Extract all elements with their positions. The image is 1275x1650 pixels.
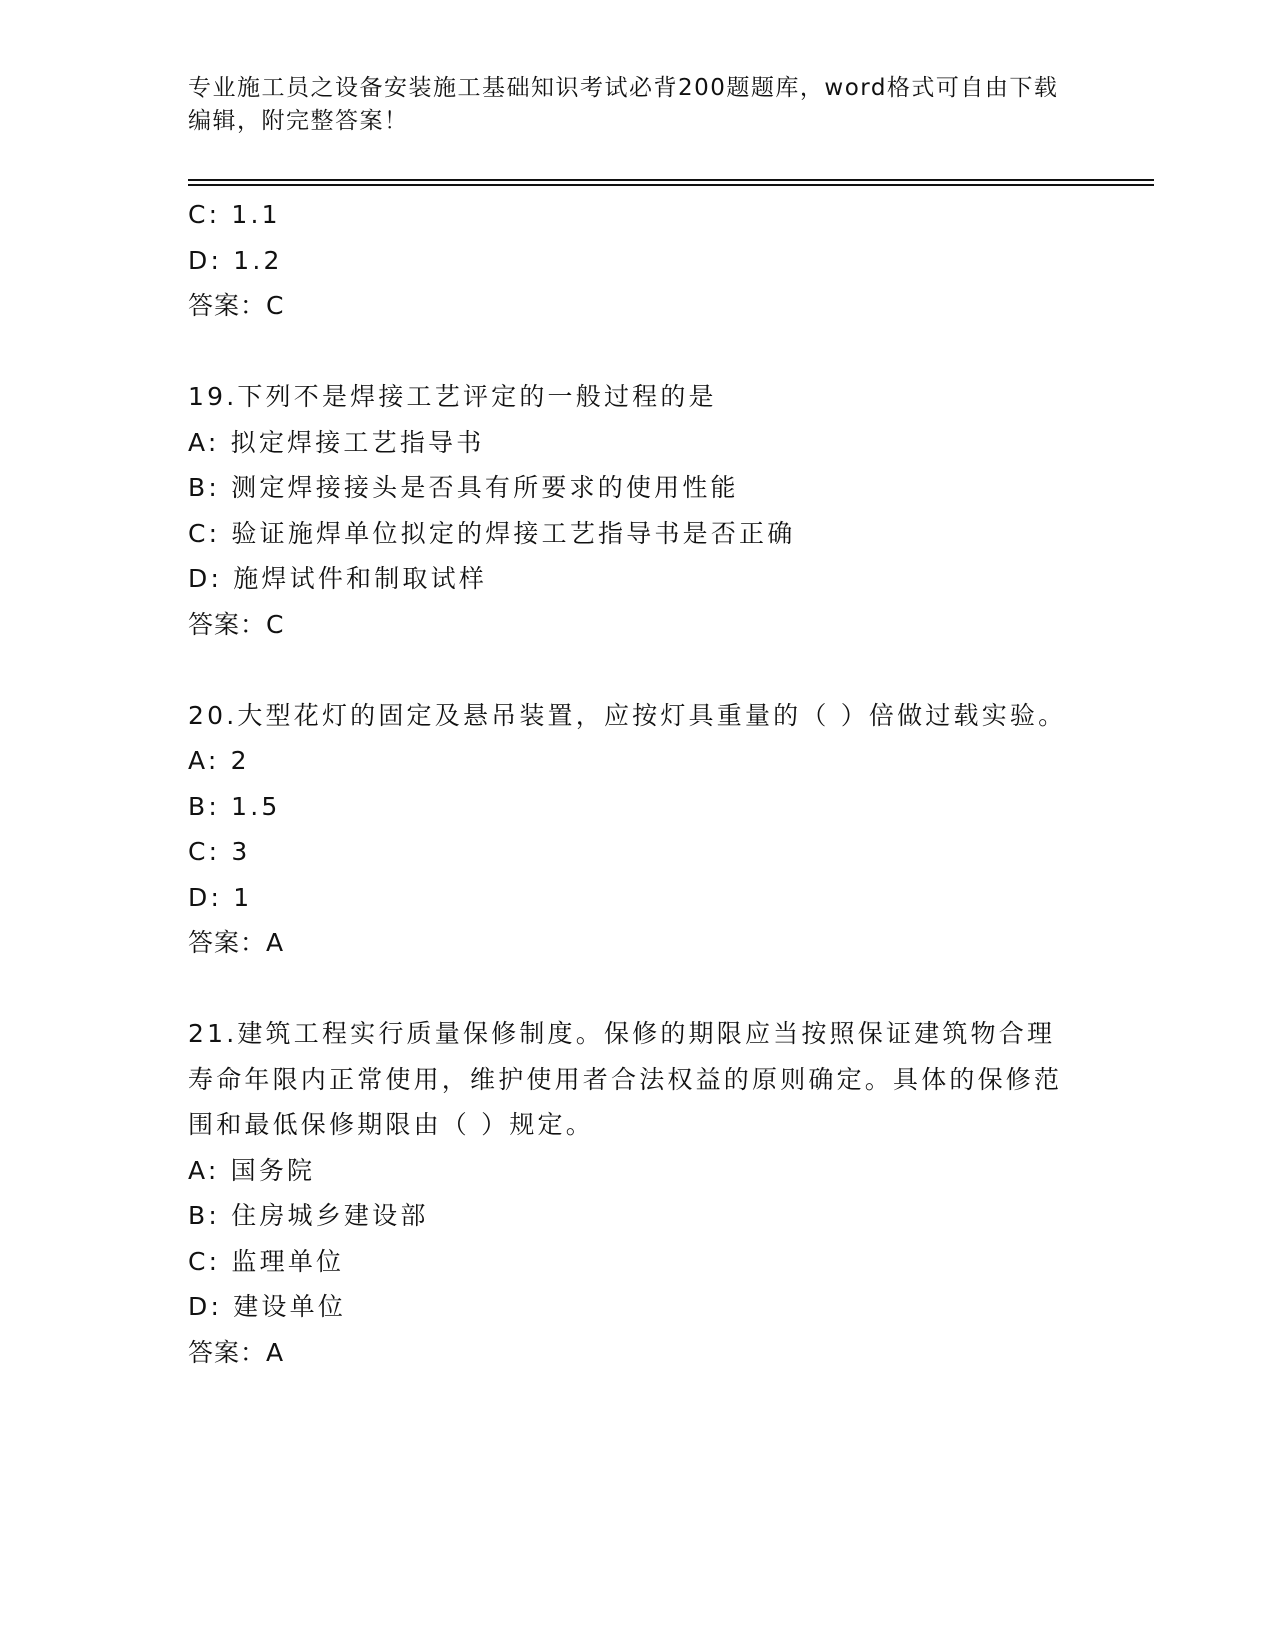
question-stem: 20.大型花灯的固定及悬吊装置，应按灯具重量的（ ）倍做过载实验。 [188,700,1067,730]
partial-question-18 [188,192,1088,329]
option-d: D: 1.2 [188,245,283,275]
option-d: D: 建设单位 [188,1292,347,1321]
option-d: D: 1 [188,882,253,912]
option-b: B: 测定焊接接头是否具有所要求的使用性能 [188,473,739,502]
option-b: B: 1.5 [188,791,281,821]
spacer [188,647,1088,693]
option-b: B: 住房城乡建设部 [188,1201,429,1230]
answer-line: 答案：A [188,928,285,957]
option-c: C: 验证施焊单位拟定的焊接工艺指导书是否正确 [188,518,796,548]
answer-line: 答案：C [188,291,285,320]
document-header-title: 专业施工员之设备安装施工基础知识考试必背200题题库，word格式可自由下载编辑，附完整答案！ [188,75,1059,134]
question-stem: 19.下列不是焊接工艺评定的一般过程的是 [188,382,717,411]
question-20 [188,693,1088,966]
header-divider-top [188,179,1154,181]
answer-line: 答案：A [188,1337,285,1367]
header-divider-bottom [188,184,1154,186]
option-c: C: 监理单位 [188,1246,345,1276]
question-stem: 21.建筑工程实行质量保修制度。保修的期限应当按照保证建筑物合理寿命年限内正常使用，维护使用者合法权益的原则确定。具体的保修范围和最低保修期限由（ ）规定。 [188,1019,1063,1139]
spacer [188,329,1088,375]
answer-line: 答案：C [188,609,285,639]
question-21 [188,1011,1088,1375]
spacer [188,966,1088,1012]
option-d: D: 施焊试件和制取试样 [188,564,488,593]
option-a: A: 国务院 [188,1155,316,1185]
question-19 [188,374,1088,647]
option-c: C: 3 [188,837,251,866]
option-c: C: 1.1 [188,200,281,229]
option-a: A: 拟定焊接工艺指导书 [188,427,485,457]
option-a: A: 2 [188,746,250,775]
question-content [188,192,1088,1375]
